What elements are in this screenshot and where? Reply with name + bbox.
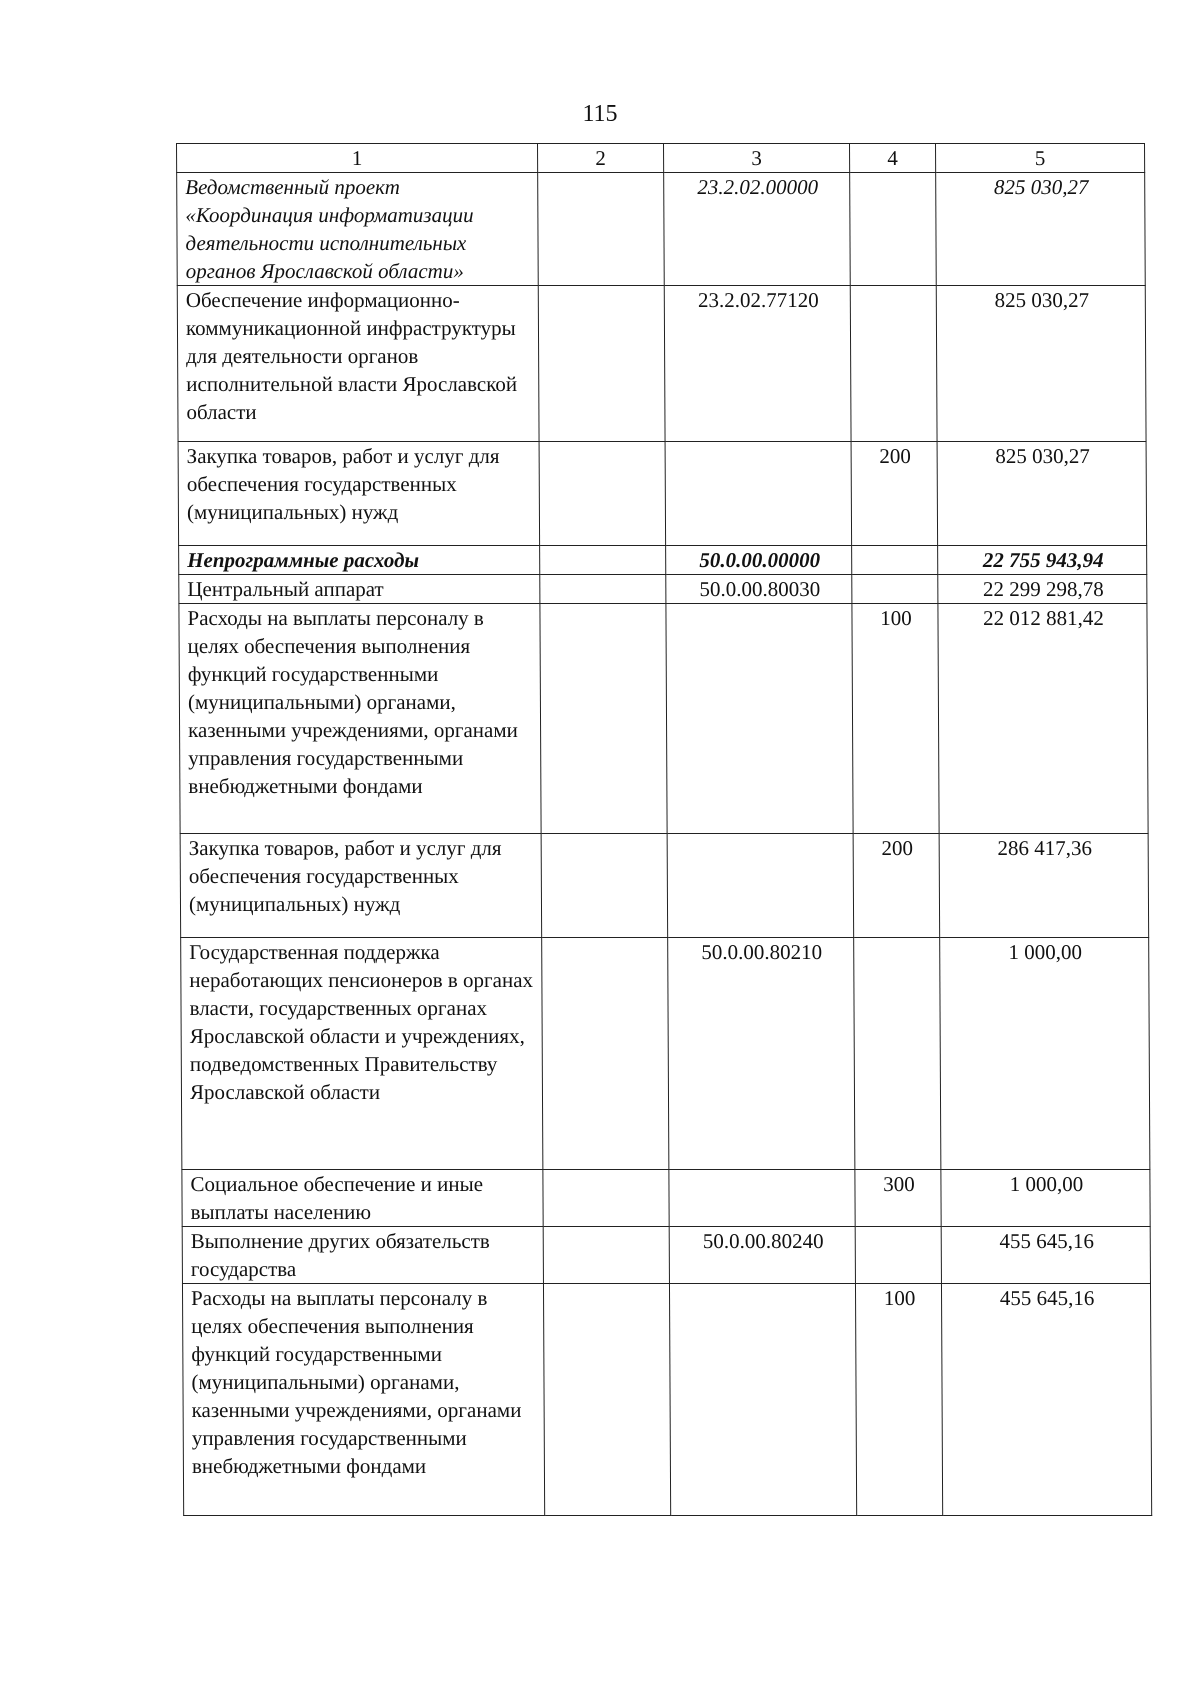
row-name-cell: Закупка товаров, работ и услуг для обеспечения государственных (муниципальных) нужд — [180, 834, 542, 938]
row-code-cell: 50.0.00.80240 — [669, 1227, 855, 1284]
row-name-cell: Ведомственный проект «Координация информатизации деятельности исполнительных органов Ярославской области» — [177, 173, 539, 286]
row-type-cell: 200 — [851, 442, 938, 546]
row-name-cell: Непрограммные расходы — [179, 546, 540, 575]
row-name-cell: Выполнение других обязательств государства — [182, 1227, 543, 1284]
table-row — [181, 938, 1150, 1170]
row-col2-cell — [540, 604, 667, 834]
row-amount-cell: 22 299 298,78 — [938, 575, 1147, 604]
row-code-cell — [667, 834, 854, 938]
row-amount-cell: 825 030,27 — [937, 442, 1147, 546]
row-code-cell — [669, 1284, 856, 1516]
row-col2-cell — [541, 834, 668, 938]
row-type-cell: 100 — [852, 604, 939, 834]
row-code-cell — [665, 442, 852, 546]
row-code-cell: 50.0.00.80030 — [666, 575, 852, 604]
row-type-cell: 300 — [855, 1170, 941, 1227]
row-code-cell: 23.2.02.77120 — [664, 286, 851, 442]
row-type-cell — [852, 575, 938, 604]
row-code-cell: 23.2.02.00000 — [664, 173, 851, 286]
row-col2-cell — [542, 938, 669, 1170]
row-col2-cell — [540, 546, 666, 575]
row-col2-cell — [540, 575, 666, 604]
table-row — [177, 173, 1146, 286]
table-row — [180, 834, 1149, 938]
table-body — [177, 173, 1152, 1516]
row-amount-cell: 455 645,16 — [941, 1227, 1150, 1284]
row-amount-cell: 825 030,27 — [936, 173, 1146, 286]
row-name-cell: Расходы на выплаты персоналу в целях обеспечения выполнения функций государственными (муниципальными) органами, казенными учреждениями, органами управления государственными внебюджетными фондами — [179, 604, 541, 834]
row-amount-cell: 22 755 943,94 — [938, 546, 1147, 575]
row-name-cell: Расходы на выплаты персоналу в целях обеспечения выполнения функций государственными (муниципальными) органами, казенными учреждениями, органами управления государственными внебюджетными фондами — [182, 1284, 544, 1516]
row-col2-cell — [543, 1170, 669, 1227]
row-type-cell — [850, 286, 937, 442]
table-row — [178, 442, 1147, 546]
row-col2-cell — [538, 173, 665, 286]
table-row — [179, 546, 1147, 575]
row-amount-cell: 455 645,16 — [941, 1284, 1151, 1516]
row-col2-cell — [538, 286, 665, 442]
table-row — [182, 1284, 1151, 1516]
row-amount-cell: 1 000,00 — [940, 938, 1150, 1170]
budget-table — [176, 143, 1152, 1516]
row-type-cell — [852, 546, 938, 575]
row-col2-cell — [539, 442, 666, 546]
row-code-cell — [669, 1170, 855, 1227]
column-header-4: 4 — [850, 144, 936, 173]
row-type-cell: 100 — [855, 1284, 942, 1516]
column-header-3: 3 — [664, 144, 850, 173]
row-amount-cell: 22 012 881,42 — [938, 604, 1148, 834]
page-number: 115 — [582, 101, 618, 127]
row-amount-cell: 825 030,27 — [936, 286, 1146, 442]
row-amount-cell: 1 000,00 — [941, 1170, 1150, 1227]
table-row — [182, 1227, 1150, 1284]
row-amount-cell: 286 417,36 — [939, 834, 1149, 938]
row-name-cell: Социальное обеспечение и иные выплаты населению — [182, 1170, 543, 1227]
table-row — [179, 575, 1147, 604]
row-type-cell — [855, 1227, 941, 1284]
row-name-cell: Обеспечение информационно-коммуникационной инфраструктуры для деятельности органов исполнительной власти Ярославской области — [177, 286, 539, 442]
column-header-2: 2 — [538, 144, 664, 173]
row-name-cell: Центральный аппарат — [179, 575, 540, 604]
row-code-cell: 50.0.00.80210 — [668, 938, 855, 1170]
header-row — [177, 144, 1145, 173]
row-name-cell: Закупка товаров, работ и услуг для обеспечения государственных (муниципальных) нужд — [178, 442, 540, 546]
row-name-cell: Государственная поддержка неработающих пенсионеров в органах власти, государственных органах Ярославской области и учреждениях, подведомственных Правительству Ярославской области — [181, 938, 543, 1170]
row-type-cell — [850, 173, 937, 286]
row-col2-cell — [543, 1227, 669, 1284]
column-header-5: 5 — [936, 144, 1145, 173]
column-header-1: 1 — [177, 144, 538, 173]
row-type-cell — [854, 938, 941, 1170]
table-row — [179, 604, 1148, 834]
table-row — [177, 286, 1146, 442]
row-code-cell: 50.0.00.00000 — [666, 546, 852, 575]
row-type-cell: 200 — [853, 834, 940, 938]
row-col2-cell — [543, 1284, 670, 1516]
table-row — [182, 1170, 1150, 1227]
row-code-cell — [666, 604, 853, 834]
